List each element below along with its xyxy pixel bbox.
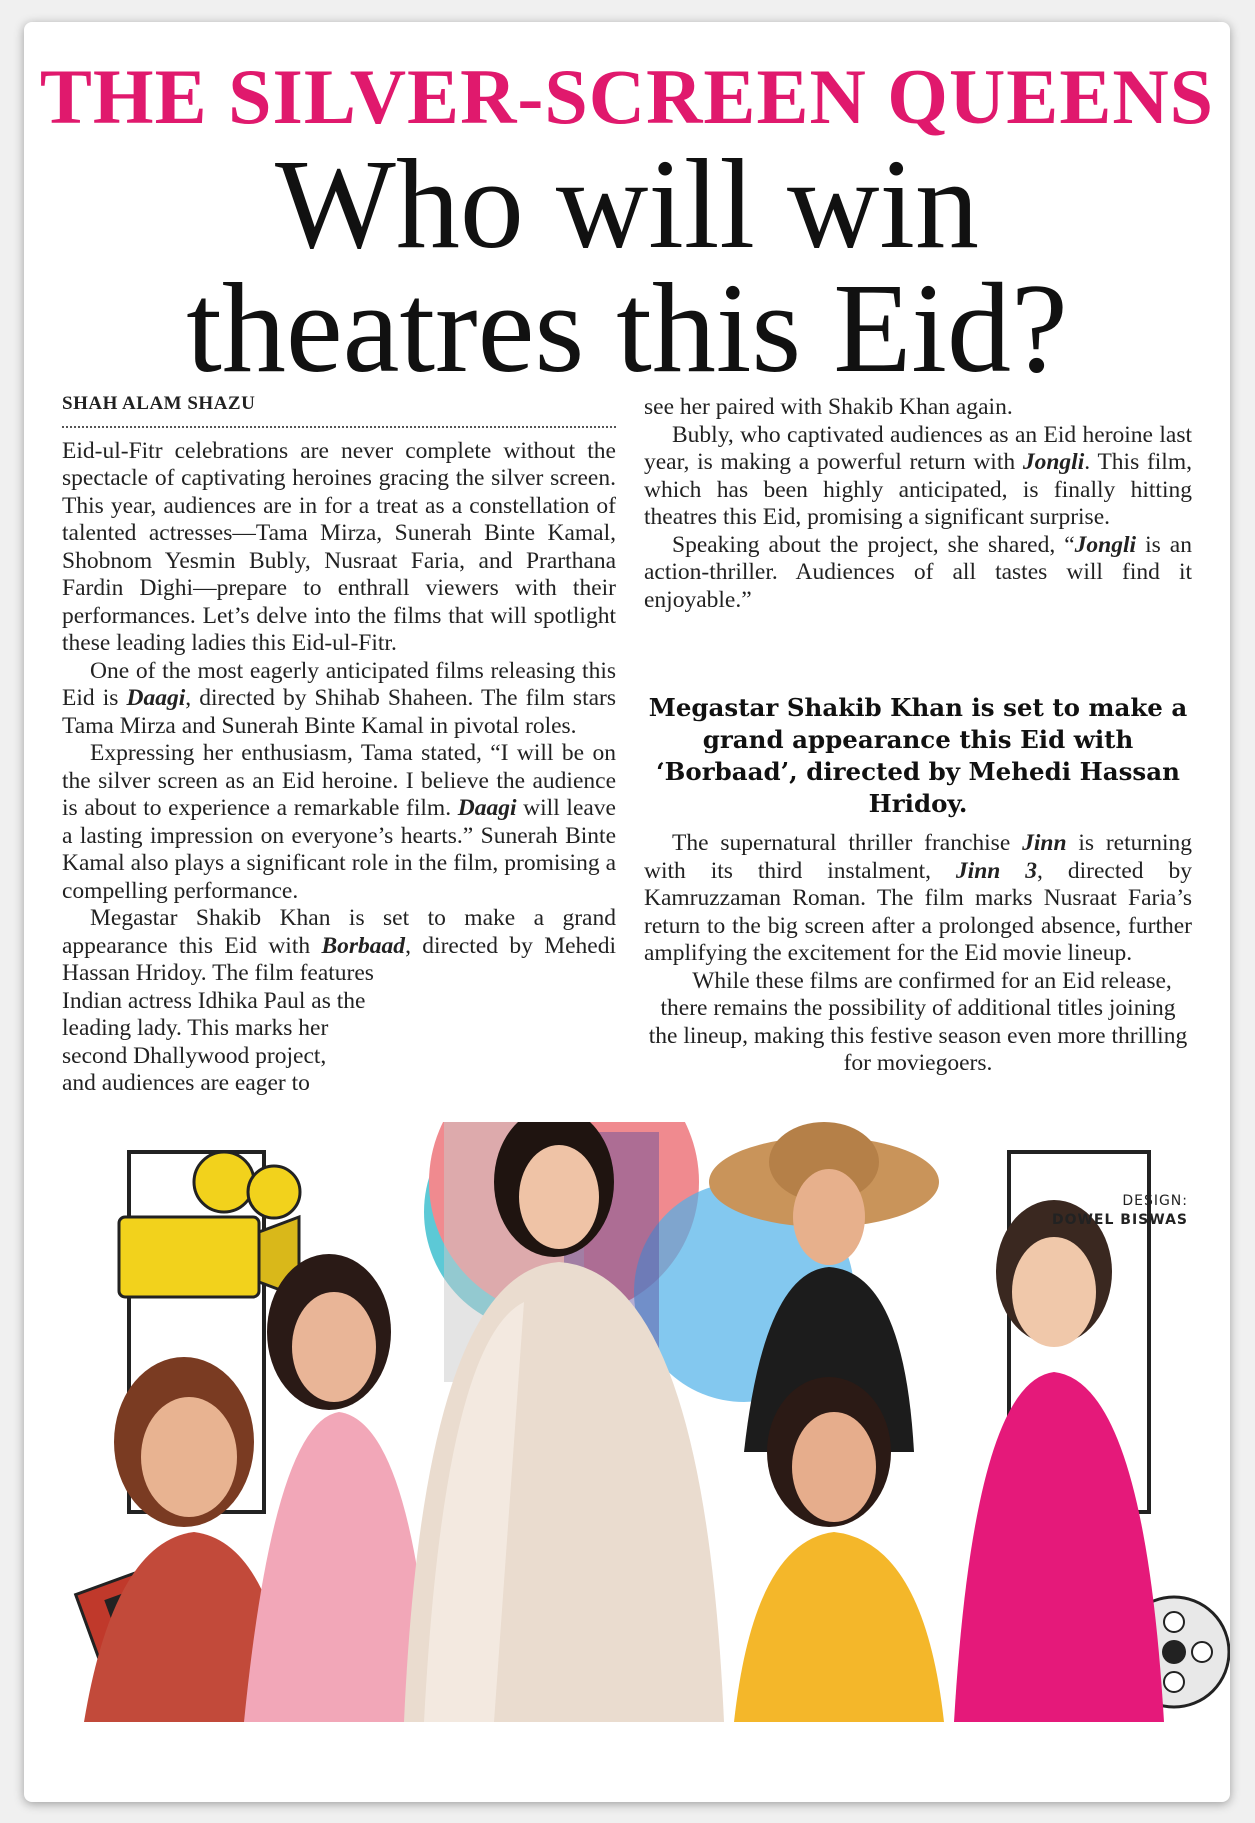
paragraph-tama-quote (62, 740, 616, 905)
column-right-bottom (644, 830, 1192, 1078)
text-span: , directed by Kamruzzaman Roman. The film marks Nusraat Faria’s return to the big screen after a prolonged absence, further amplifying the excitement for the Eid movie lineup. (644, 857, 1192, 966)
text-span: Speaking about the project, she shared, “ (672, 531, 1075, 558)
text-span: is an action-thriller. Audiences of all tastes will find it enjoyable.” (644, 531, 1192, 613)
film-title: Jongli (1074, 531, 1137, 558)
text-span: Expressing her enthusiasm, Tama stated, “I will be on the silver screen as an Eid heroine. I believe the audience is about to experience a remarkable film. (62, 740, 616, 821)
byline: SHAH ALAM SHAZU (62, 393, 256, 414)
text-span: is returning with its third instalment, (644, 830, 1192, 884)
headline-line-2: theatres this Eid? (186, 257, 1068, 399)
text-span: The supernatural thriller franchise (672, 830, 1023, 856)
paragraph-jinn (644, 830, 1192, 968)
design-credit-label: DESIGN: (1122, 1193, 1188, 1209)
text-span: One of the most eagerly anticipated films releasing this Eid is (62, 657, 616, 711)
wrapped-line: second Dhallywood project, (62, 1042, 327, 1069)
film-title: Daagi (126, 685, 186, 711)
film-title: Borbaad (321, 932, 406, 959)
wrapped-line: leading lady. This marks her (62, 1015, 329, 1041)
headline (24, 133, 1230, 399)
article-page (24, 22, 1230, 1802)
designer-name: DOWEL BISWAS (1051, 1212, 1188, 1228)
column-right-top (644, 394, 1192, 614)
column-left (62, 390, 616, 1098)
film-title: Jongli (1022, 449, 1085, 475)
wrapped-line: and audiences are eager to (62, 1070, 310, 1096)
film-title: Daagi (457, 795, 517, 821)
film-title: Jinn 3 (955, 857, 1038, 884)
actress-figure-second (244, 1254, 434, 1722)
paragraph-intro: Eid-ul-Fitr celebrations are never complete without the spectacle of captivating heroines gracing the silver screen. This year, audiences are in for a treat as a constellation of talented actresses—Tama Mirza, Sunerah Binte Kamal, Shobnom Yesmin Bubly, Nusraat Faria, and Prarthana Fardin Dighi—prepare to enthrall viewers with their performances. Let’s delve into the films that will spotlight these leading ladies this Eid-ul-Fitr. (62, 437, 616, 656)
text-span: . This film, which has been highly anticipated, is finally hitting theatres this Eid, promising a significant surprise. (644, 449, 1192, 530)
text-span: Megastar Shakib Khan is set to make a grand appearance this Eid with (62, 905, 616, 959)
paragraph-continued: see her paired with Shakib Khan again. (644, 394, 1013, 420)
pull-quote: Megastar Shakib Khan is set to make a grand appearance this Eid with ‘Borbaad’, directed by Mehedi Hassan Hridoy. (648, 693, 1188, 818)
film-title: Jinn (1022, 830, 1067, 856)
film-camera-icon (119, 1152, 300, 1297)
text-span: , directed by Mehedi Hassan Hridoy. The film features (62, 932, 616, 986)
paragraph-borbaad (62, 905, 616, 988)
paragraph-closing: While these films are confirmed for an Eid release, there remains the possibility of additional titles joining the lineup, making this festive season even more thrilling for moviegoers. (648, 967, 1188, 1076)
design-credit (1052, 1192, 1188, 1230)
headline-line-1: Who will win (275, 133, 979, 275)
wrapped-line: Indian actress Idhika Paul as the (62, 987, 366, 1014)
dotted-divider (62, 426, 616, 428)
actresses-collage-illustration (24, 1122, 1230, 1722)
actress-figure-right (954, 1200, 1164, 1722)
text-span: , directed by Shihab Shaheen. The film stars Tama Mirza and Sunerah Binte Kamal in pivotal roles. (62, 685, 616, 739)
paragraph-bubly-quote (644, 532, 1192, 615)
design-credit-name (1052, 1211, 1188, 1230)
paragraph-daagi (62, 658, 616, 741)
kicker-title: THE SILVER-SCREEN QUEENS (39, 53, 1215, 140)
text-span: Bubly, who captivated audiences as an Eid heroine last year, is making a powerful return with (644, 421, 1192, 475)
text-span: will leave a lasting impression on everyone’s hearts.” Sunerah Binte Kamal also plays a significant role in the film, promising a compelling performance. (62, 795, 616, 904)
paragraph-jongli (644, 422, 1192, 532)
